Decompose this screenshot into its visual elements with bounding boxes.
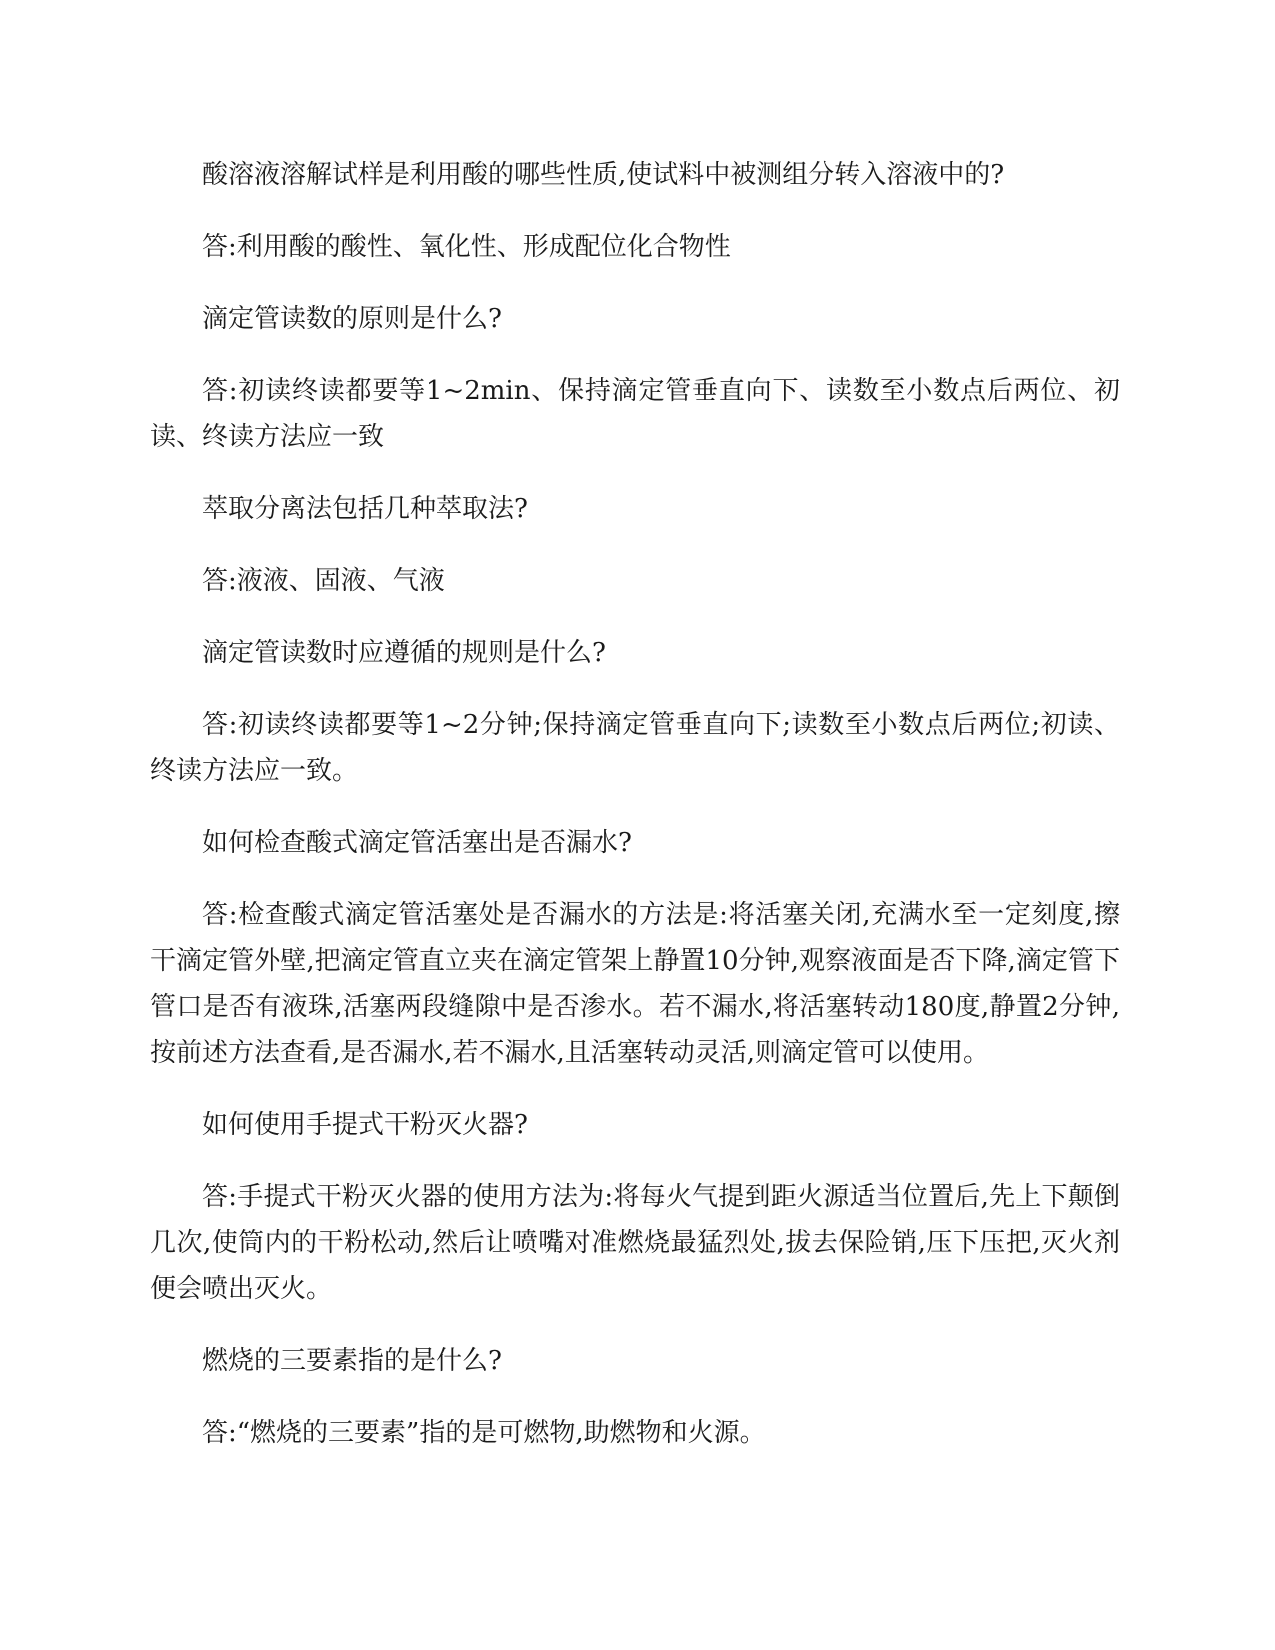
answer-paragraph: 答:“燃烧的三要素”指的是可燃物,助燃物和火源。 (202, 1418, 766, 1448)
answer-paragraph: 答:液液、固液、气液 (202, 566, 445, 596)
question-paragraph: 酸溶液溶解试样是利用酸的哪些性质,使试料中被测组分转入溶液中的? (202, 160, 1005, 190)
question-paragraph: 滴定管读数的原则是什么? (202, 304, 502, 334)
question-paragraph: 如何检查酸式滴定管活塞出是否漏水? (202, 828, 632, 858)
question-paragraph: 燃烧的三要素指的是什么? (202, 1346, 502, 1376)
question-paragraph: 萃取分离法包括几种萃取法? (202, 494, 528, 524)
document-body (150, 152, 1120, 1482)
answer-paragraph: 答:检查酸式滴定管活塞处是否漏水的方法是:将活塞关闭,充满水至一定刻度,擦干滴定管外壁,把滴定管直立夹在滴定管架上静置10分钟,观察液面是否下降,滴定管下管口是否有液珠,活塞两段缝隙中是否渗水。若不漏水,将活塞转动180度,静置2分钟,按前述方法查看,是否漏水,若不漏水,且活塞转动灵活,则滴定管可以使用。 (150, 900, 1120, 1068)
answer-paragraph: 答:利用酸的酸性、氧化性、形成配位化合物性 (202, 232, 731, 262)
answer-paragraph: 答:初读终读都要等1~2分钟;保持滴定管垂直向下;读数至小数点后两位;初读、终读方法应一致。 (150, 710, 1120, 786)
answer-paragraph: 答:手提式干粉灭火器的使用方法为:将每火气提到距火源适当位置后,先上下颠倒几次,使筒内的干粉松动,然后让喷嘴对准燃烧最猛烈处,拔去保险销,压下压把,灭火剂便会喷出灭火。 (150, 1182, 1120, 1304)
answer-paragraph: 答:初读终读都要等1~2min、保持滴定管垂直向下、读数至小数点后两位、初读、终读方法应一致 (150, 376, 1120, 452)
question-paragraph: 滴定管读数时应遵循的规则是什么? (202, 638, 606, 668)
question-paragraph: 如何使用手提式干粉灭火器? (202, 1110, 528, 1140)
